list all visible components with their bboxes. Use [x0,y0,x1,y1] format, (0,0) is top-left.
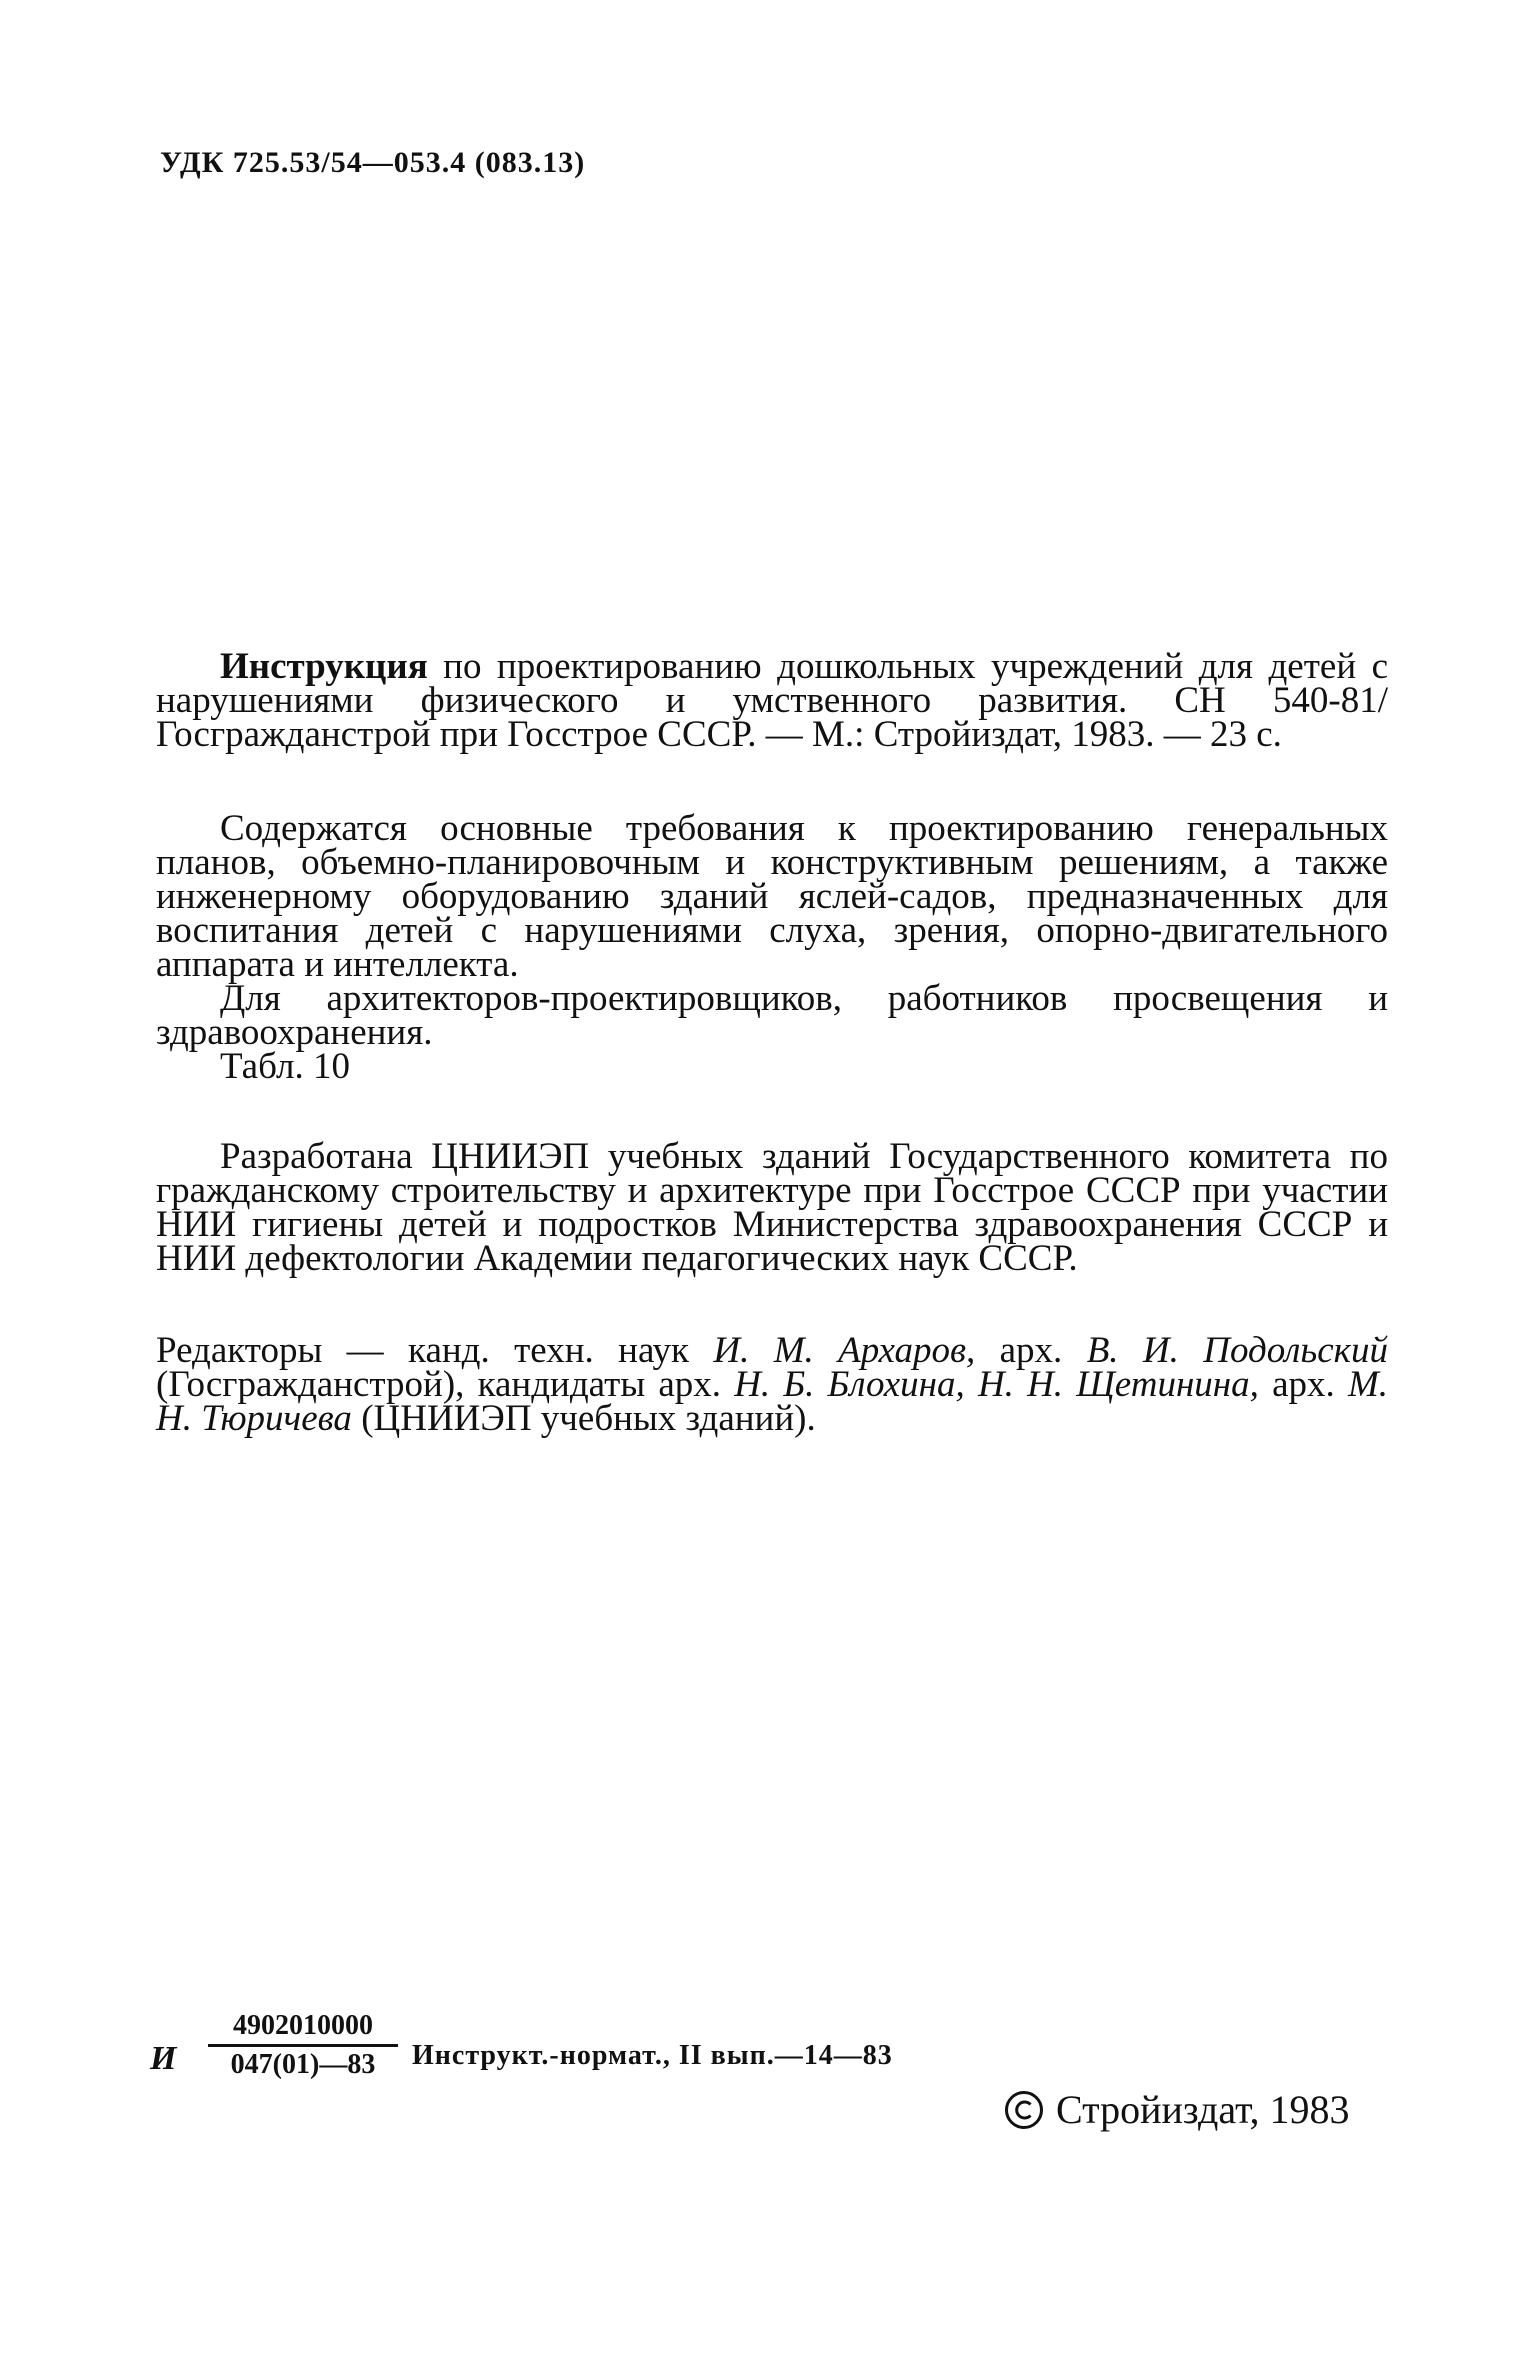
editors-info [156,1330,1389,1439]
editors-sep: арх. [975,1330,1087,1371]
developer-paragraph: Разработана ЦНИИЭП учебных зданий Государственного комитета по гражданскому строительству и архитектуре при Госстрое СССР при участии НИИ гигиены детей и подростков Министерства здравоохранения СССР и НИИ дефектологии Академии педагогических наук СССР. [156,1136,1388,1279]
editor-name: В. И. Подольский [1086,1330,1388,1371]
tables-count: Табл. 10 [220,1046,350,1087]
editor-name: М. Н. Тюричева [156,1364,1389,1439]
annotation-paragraph: Содержатся основные требования к проектированию генеральных планов, объемно-планировочным и конструктивным решениям, а также инженерному оборудованию зданий яслей-садов, предназначенных для воспитания детей с нарушениями слуха, зрения, опорно-двигательного аппарата и интеллекта. [156,808,1388,985]
imprint-letter: И [150,2040,177,2077]
title-lead: Инструкция [220,646,428,687]
title-rest: по проектированию дошкольных учреждений для детей с нарушениями физического и умственного развития. СН 540-81/Госгражданстрой при Госстрое СССР. — М.: Стройиздат, 1983. — 23 с. [156,646,1388,755]
udk-code: УДК 725.53/54—053.4 (083.13) [160,146,586,179]
bibliographic-description [156,646,1388,755]
publication-imprint [150,2010,1050,2100]
editors-paragraph [156,1330,1389,1439]
copyright-line [1004,2086,1350,2133]
editor-name: И. М. Архаров, [713,1330,976,1371]
copyright-icon [1004,2090,1044,2130]
editor-name: Н. Б. Блохина, [734,1364,965,1405]
title-paragraph [156,646,1388,755]
editors-sep: (Госгражданстрой), кандидаты арх. [156,1364,735,1405]
imprint-numerator: 4902010000 [208,2010,398,2047]
editors-tail: (ЦНИИЭП учебных зданий). [351,1398,816,1439]
editors-lead: Редакторы — канд. техн. наук [156,1330,714,1371]
imprint-text: Инструкт.-нормат., II вып.—14—83 [412,2040,893,2071]
editor-name: Н. Н. Щетинина, [977,1364,1259,1405]
editors-sep: арх. [1258,1364,1348,1405]
imprint-fraction [208,2010,398,2081]
annotation [156,808,1388,1087]
editors-sep [965,1364,978,1405]
imprint-denominator: 047(01)—83 [230,2049,376,2080]
audience-paragraph: Для архитекторов-проектировщиков, работников просвещения и здравоохранения. [156,978,1388,1053]
copyright-text: Стройиздат, 1983 [1056,2087,1350,2132]
developer-info [156,1136,1388,1279]
